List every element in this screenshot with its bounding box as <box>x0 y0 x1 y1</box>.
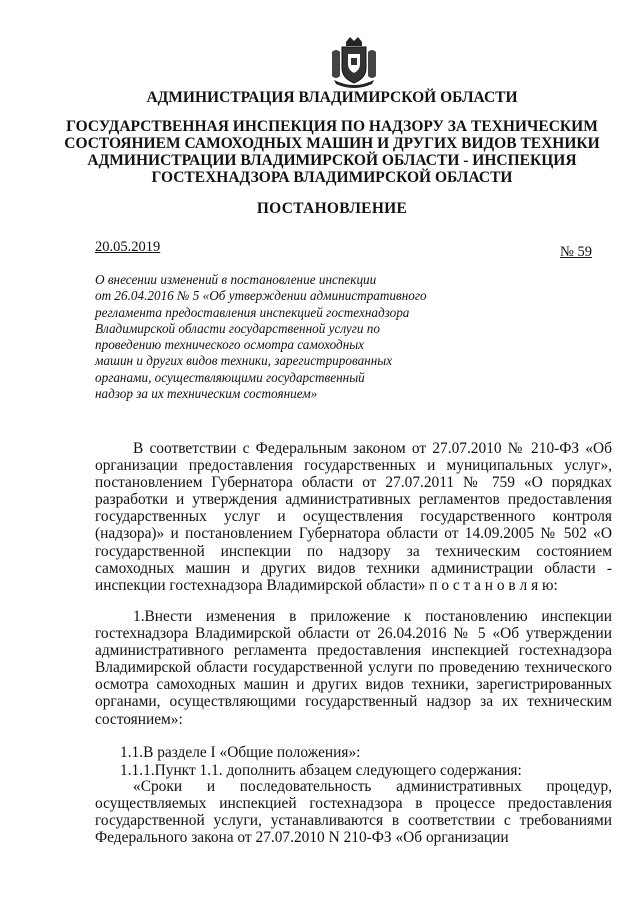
subject-line: органами, осуществляющими государственный <box>95 369 365 385</box>
item-1-1: 1.1.В разделе I «Общие положения»: <box>120 744 361 761</box>
subject-line: от 26.04.2016 № 5 «Об утверждении административного <box>95 288 427 304</box>
inspection-line: СОСТОЯНИЕМ САМОХОДНЫХ МАШИН И ДРУГИХ ВИДОВ ТЕХНИКИ <box>64 135 600 152</box>
item-1-paragraph: 1.Внести изменения в приложение к постановлению инспекции гостехнадзора Владимирской области от 26.04.2016 № 5 «Об утверждении административного регламента предоставления инспекцией гостехнадзора Владимирской области государственной услуги по проведению технического осмотра самоходных машин и других видов техники, зарегистрированных органами, осуществляющими государственный надзор за их техническим состоянием»: <box>95 608 612 728</box>
subject-line: Владимирской области государственной услуги по <box>95 320 380 336</box>
subject-line: надзор за их техническим состоянием» <box>95 386 318 402</box>
inspection-line: АДМИНИСТРАЦИИ ВЛАДИМИРСКОЙ ОБЛАСТИ - ИНСПЕКЦИЯ <box>87 152 577 169</box>
subject-line: регламента предоставления инспекцией гостехнадзора <box>95 304 410 320</box>
inspection-line: ГОСТЕХНАДЗОРА ВЛАДИМИРСКОЙ ОБЛАСТИ <box>151 169 513 186</box>
administration-name: АДМИНИСТРАЦИЯ ВЛАДИМИРСКОЙ ОБЛАСТИ <box>146 89 518 106</box>
coat-of-arms-icon <box>328 34 380 88</box>
quoted-text: «Сроки и последовательность административных процедур, осуществляемых инспекцией гостехнадзора в процессе предоставления государственной услуги, устанавливаются в соответствии с требованиями Федерального закона от 27.07.2010 N 210-ФЗ «Об организации <box>95 778 612 847</box>
subject-line: О внесении изменений в постановление инспекции <box>95 272 377 287</box>
preamble-paragraph: В соответствии с Федеральным законом от 27.07.2010 № 210-ФЗ «Об организации предоставления государственных и муниципальных услуг», постановлением Губернатора области от 27.07.2011 № 759 «О порядках разработки и утверждения административных регламентов предоставления государственных услуг и осуществления государственного контроля (надзора)» и постановлением Губернатора области от 14.09.2005 № 502 «О государственной инспекции по надзору за техническим состоянием самоходных машин и других видов техники администрации области - инспекции гостехнадзора Владимирской области» п о с т а н о в л я ю: <box>95 440 612 594</box>
inspection-name <box>12 118 640 186</box>
document-date: 20.05.2019 <box>95 239 161 255</box>
subject-line: проведению технического осмотра самоходных <box>95 337 365 353</box>
subject-line: машин и других видов техники, зарегистрированных <box>95 353 393 369</box>
document-number: № 59 <box>560 244 592 260</box>
inspection-line: ГОСУДАРСТВЕННАЯ ИНСПЕКЦИЯ ПО НАДЗОРУ ЗА ТЕХНИЧЕСКИМ <box>66 118 598 135</box>
item-1-1-1: 1.1.1.Пункт 1.1. дополнить абзацем следующего содержания: <box>120 762 522 779</box>
document-type: ПОСТАНОВЛЕНИЕ <box>256 200 408 217</box>
document-subject <box>95 272 485 402</box>
